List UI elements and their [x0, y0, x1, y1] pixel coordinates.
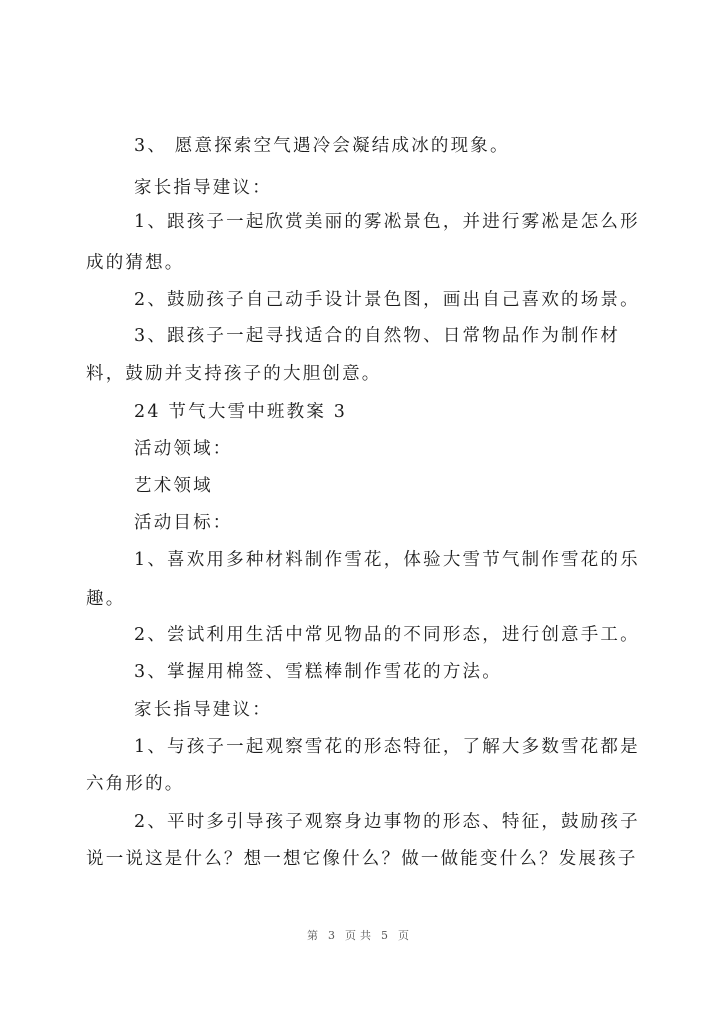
paragraph-line: 成的猜想。	[86, 253, 185, 273]
footer-page-number: 3	[328, 929, 339, 942]
paragraph-line: 家长指导建议：	[134, 700, 272, 720]
paragraph-line: 活动目标：	[134, 513, 233, 533]
paragraph-line: 2、平时多引导孩子观察身边事物的形态、特征，鼓励孩子	[134, 812, 640, 832]
paragraph-line: 活动领域：	[134, 439, 233, 459]
paragraph-line: 趣。	[86, 589, 126, 609]
paragraph-line: 艺术领域	[134, 476, 213, 496]
footer-total-pages: 5	[381, 929, 392, 942]
page-footer	[0, 928, 720, 944]
footer-prefix: 第	[307, 929, 322, 942]
paragraph-line: 1、与孩子一起观察雪花的形态特征，了解大多数雪花都是	[134, 737, 640, 757]
paragraph-line: 1、喜欢用多种材料制作雪花，体验大雪节气制作雪花的乐	[134, 550, 640, 570]
footer-middle: 页共	[345, 929, 375, 942]
section-heading: 24 节气大雪中班教案 3	[134, 402, 348, 422]
paragraph-line: 3、跟孩子一起寻找适合的自然物、日常物品作为制作材	[134, 326, 621, 346]
paragraph-line: 家长指导建议：	[134, 178, 272, 198]
footer-suffix: 页	[398, 929, 413, 942]
paragraph-line: 料，鼓励并支持孩子的大胆创意。	[86, 364, 382, 384]
paragraph-line: 1、跟孩子一起欣赏美丽的雾凇景色，并进行雾凇是怎么形	[134, 212, 640, 232]
paragraph-line: 2、鼓励孩子自己动手设计景色图，画出自己喜欢的场景。	[134, 290, 640, 310]
paragraph-line: 说一说这是什么？想一想它像什么？做一做能变什么？发展孩子	[86, 849, 638, 869]
paragraph-line: 3、 愿意探索空气遇冷会凝结成冰的现象。	[134, 136, 510, 156]
paragraph-line: 3、掌握用棉签、雪糕棒制作雪花的方法。	[134, 662, 502, 682]
paragraph-line: 2、尝试利用生活中常见物品的不同形态，进行创意手工。	[134, 625, 640, 645]
paragraph-line: 六角形的。	[86, 774, 185, 794]
